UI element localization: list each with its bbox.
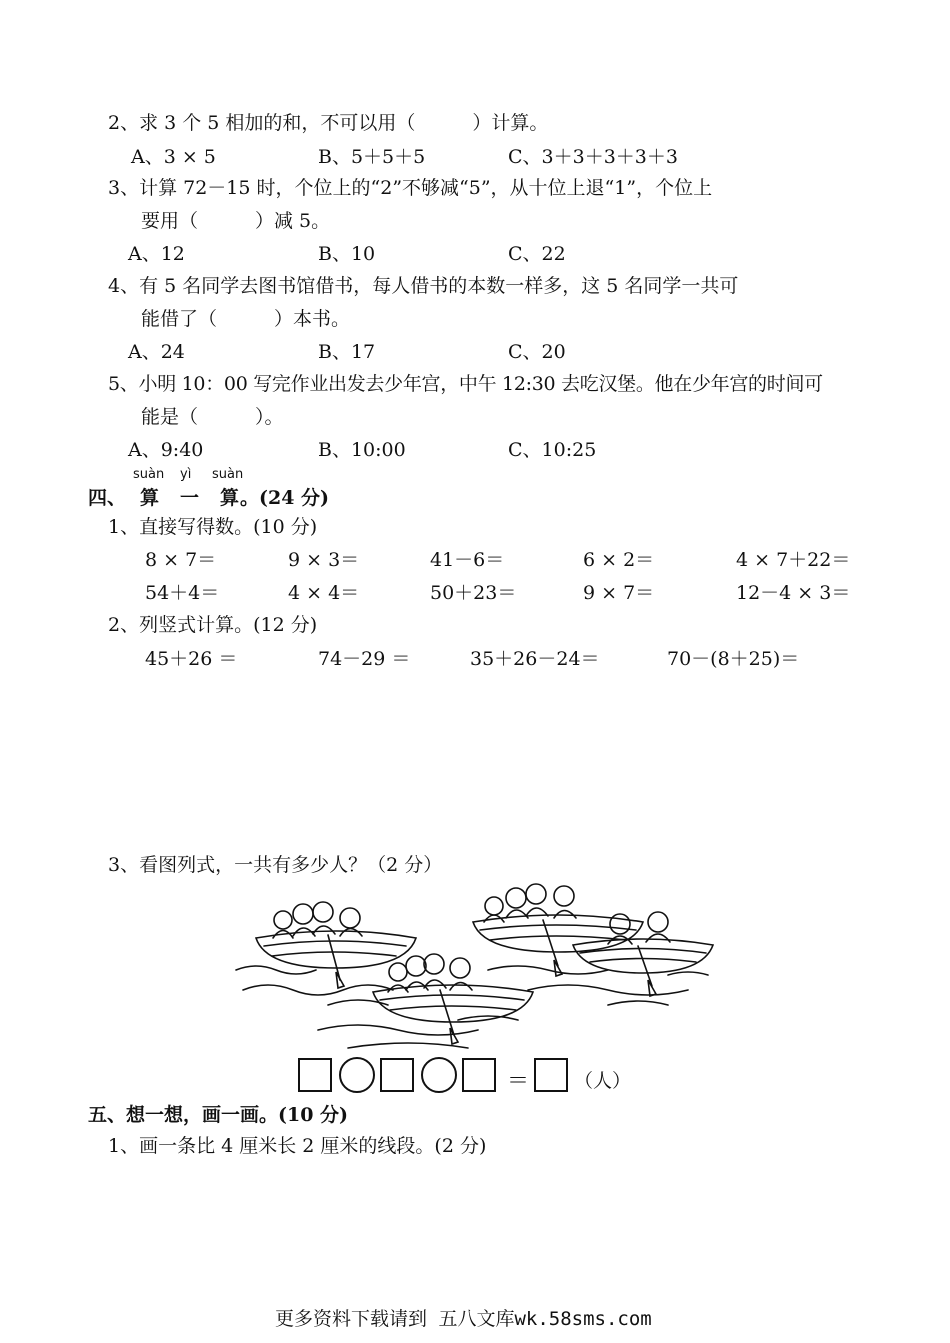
- question-2: 2、求 3 个 5 相加的和，不可以用（ ）计算。: [108, 112, 549, 134]
- section-4-points: 。(24 分): [240, 487, 330, 509]
- q2-option-a: A、3 × 5: [131, 146, 216, 168]
- sub-1-title: 1、直接写得数。(10 分): [108, 516, 318, 538]
- mental-math-7: 4 × 4＝: [288, 582, 360, 604]
- mental-math-8: 50＋23＝: [430, 582, 517, 604]
- mental-math-1: 8 × 7＝: [145, 549, 217, 571]
- q5-option-c: C、10:25: [508, 439, 597, 461]
- answer-box-2[interactable]: [380, 1058, 414, 1092]
- equals-sign: ＝: [507, 1069, 530, 1094]
- operator-circle-2[interactable]: [421, 1057, 457, 1093]
- q2-option-b: B、5＋5＋5: [318, 146, 426, 168]
- answer-box-result[interactable]: [534, 1058, 568, 1092]
- footer-download-note: 更多资料下载请到 五八文库wk.58sms.com: [275, 1308, 652, 1330]
- vertical-calc-3: 35＋26－24＝: [470, 648, 600, 670]
- mental-math-4: 6 × 2＝: [583, 549, 655, 571]
- q2-option-c: C、3＋3＋3＋3＋3: [508, 146, 678, 168]
- question-3-line2: 要用（ ）减 5。: [141, 210, 331, 232]
- q4-option-c: C、20: [508, 341, 566, 363]
- vertical-calc-4: 70－(8＋25)＝: [667, 648, 800, 670]
- q4-option-a: A、24: [128, 341, 185, 363]
- q3-option-b: B、10: [318, 243, 376, 265]
- sub-2-title: 2、列竖式计算。(12 分): [108, 614, 318, 636]
- mental-math-2: 9 × 3＝: [288, 549, 360, 571]
- mental-math-10: 12－4 × 3＝: [736, 582, 851, 604]
- operator-circle-1[interactable]: [339, 1057, 375, 1093]
- pinyin-yi: yì: [180, 467, 192, 482]
- question-5-line1: 5、小明 10：00 写完作业出发去少年宫，中午 12:30 去吃汉堡。他在少年宫的时间可: [108, 373, 823, 395]
- question-3-line1: 3、计算 72－15 时，个位上的“2”不够减“5”，从十位上退“1”，个位上: [108, 177, 713, 199]
- question-4-line2: 能借了（ ）本书。: [141, 308, 351, 330]
- unit-label: （人）: [574, 1070, 632, 1092]
- mental-math-6: 54＋4＝: [145, 582, 220, 604]
- boats-illustration: [228, 880, 718, 1056]
- q4-option-b: B、17: [318, 341, 376, 363]
- mental-math-9: 9 × 7＝: [583, 582, 655, 604]
- vertical-calc-1: 45＋26 ＝: [145, 648, 238, 670]
- question-5-line2: 能是（ ）。: [141, 406, 284, 428]
- q5-option-a: A、9:40: [128, 439, 204, 461]
- pinyin-suan-2: suàn: [212, 467, 244, 482]
- q3-option-a: A、12: [128, 243, 185, 265]
- pinyin-suan-1: suàn: [133, 467, 165, 482]
- section-4-char-1: 算: [140, 487, 160, 509]
- q5-option-b: B、10:00: [318, 439, 406, 461]
- q3-option-c: C、22: [508, 243, 566, 265]
- sub-3-title: 3、看图列式，一共有多少人？（2 分）: [108, 854, 443, 876]
- section-4-number: 四、: [88, 487, 127, 509]
- question-4-line1: 4、有 5 名同学去图书馆借书，每人借书的本数一样多，这 5 名同学一共可: [108, 275, 739, 297]
- answer-box-3[interactable]: [462, 1058, 496, 1092]
- section-4-char-3: 算: [220, 487, 240, 509]
- mental-math-3: 41－6＝: [430, 549, 505, 571]
- mental-math-5: 4 × 7＋22＝: [736, 549, 851, 571]
- section-4-char-2: 一: [180, 487, 200, 509]
- answer-box-1[interactable]: [298, 1058, 332, 1092]
- section-5-title: 五、想一想，画一画。(10 分): [88, 1104, 349, 1126]
- section-5-question-1: 1、画一条比 4 厘米长 2 厘米的线段。(2 分): [108, 1135, 487, 1157]
- vertical-calc-2: 74－29 ＝: [318, 648, 411, 670]
